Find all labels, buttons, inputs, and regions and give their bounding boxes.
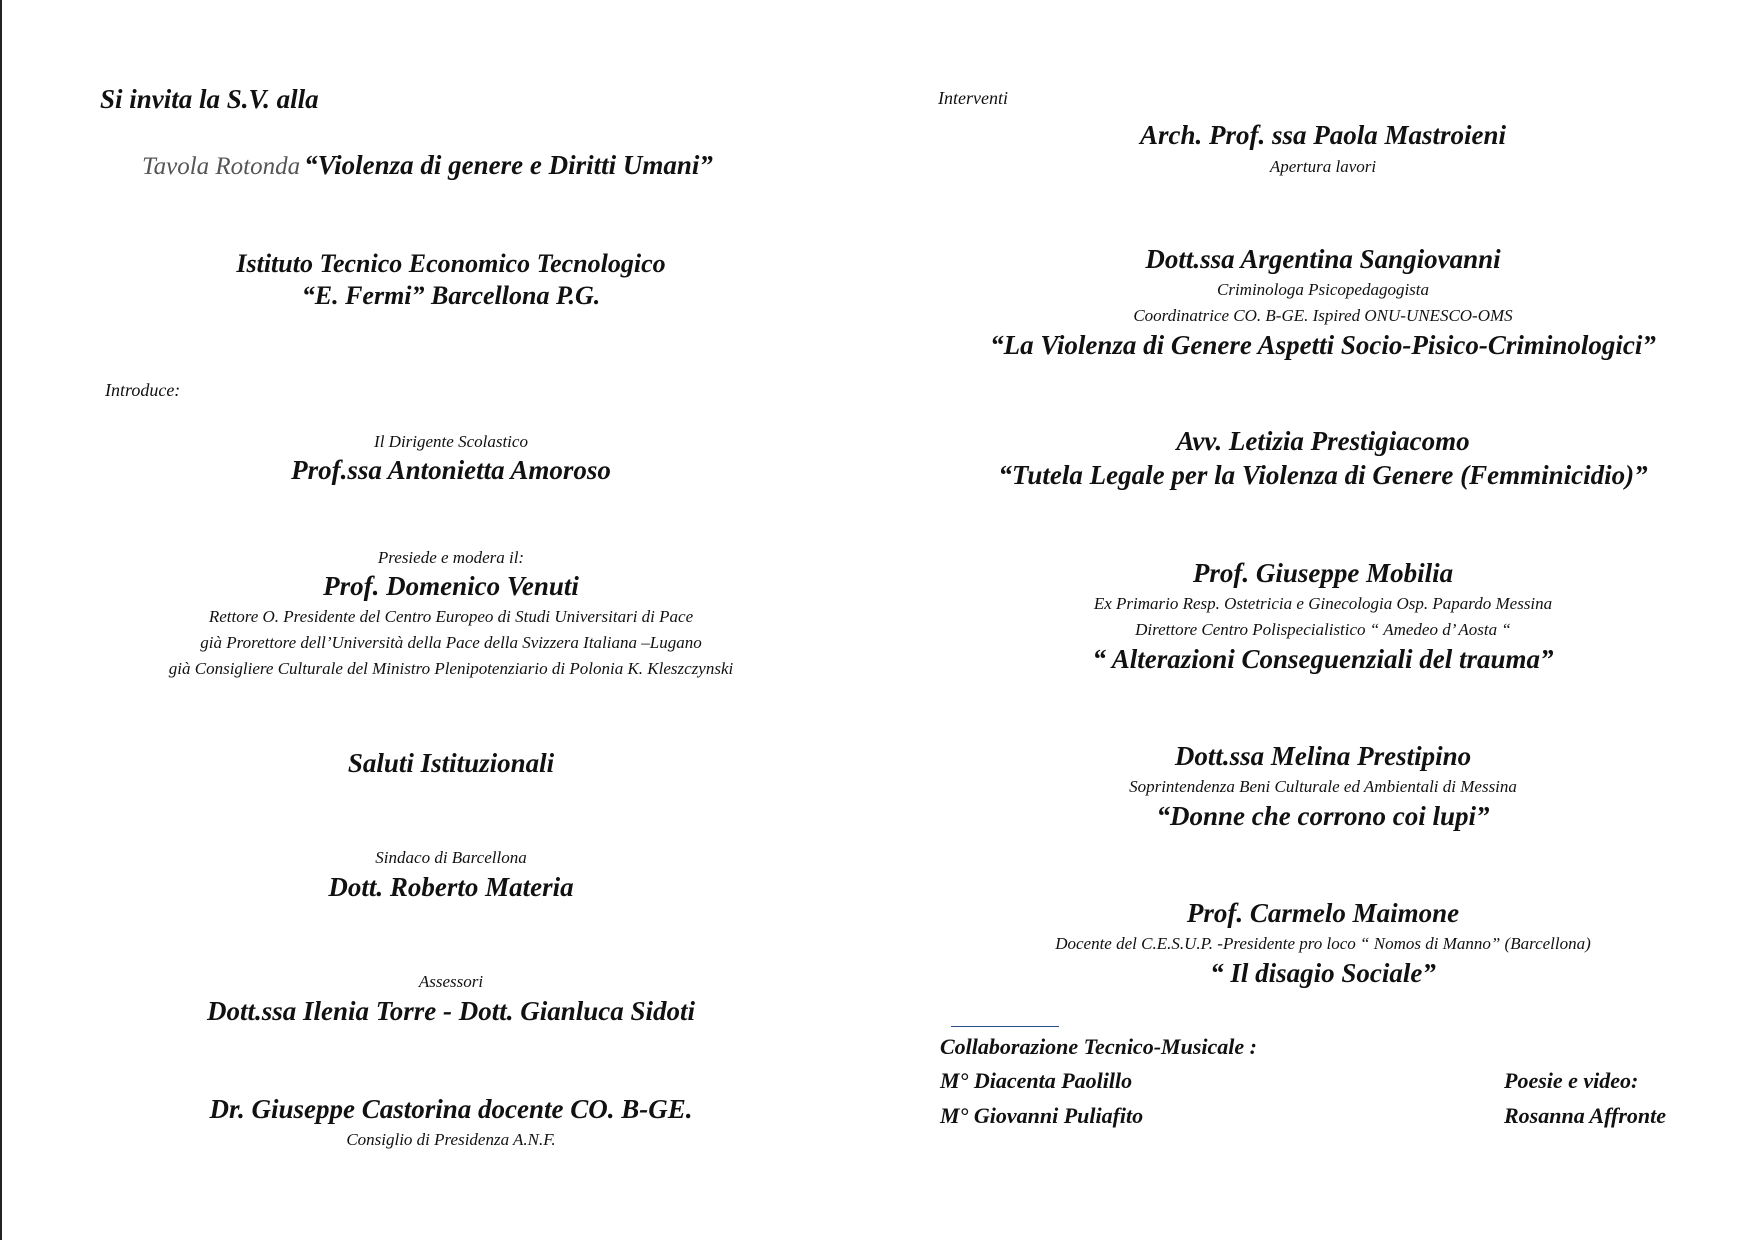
dirigente-name: Prof.ssa Antonietta Amoroso: [291, 455, 611, 485]
mobilia-name: Prof. Giuseppe Mobilia: [1192, 558, 1454, 588]
presiede-line1: Rettore O. Presidente del Centro Europeo di Studi Universitari di Pace: [208, 607, 694, 626]
collab-musician-2: M° Giovanni Puliafito: [940, 1103, 1144, 1128]
presiede-line2: già Prorettore dell’Università della Pace della Svizzera Italiana –Lugano: [200, 633, 702, 652]
mastroieni-name: Arch. Prof. ssa Paola Mastroieni: [1139, 120, 1507, 150]
prestipino-role: Soprintendenza Beni Culturale ed Ambientali di Messina: [1129, 777, 1517, 796]
maimone-title: “ Il disagio Sociale”: [1210, 958, 1436, 988]
mobilia-title: “ Alterazioni Conseguenziali del trauma”: [1092, 644, 1554, 674]
saluti-heading: Saluti Istituzionali: [347, 748, 555, 778]
presiede-name: Prof. Domenico Venuti: [323, 571, 579, 601]
mobilia-role2: Direttore Centro Polispecialistico “ Amedeo d’ Aosta “: [1135, 620, 1511, 639]
prestipino-title: “Donne che corrono coi lupi”: [1156, 801, 1490, 831]
presiede-line3: già Consigliere Culturale del Ministro Plenipotenziario di Polonia K. Kleszczynski: [168, 659, 734, 678]
castorina-name: Dr. Giuseppe Castorina docente CO. B-GE.: [209, 1094, 693, 1124]
sangiovanni-name: Dott.ssa Argentina Sangiovanni: [1145, 244, 1501, 274]
assessori-names: Dott.ssa Ilenia Torre - Dott. Gianluca Sidoti: [206, 996, 696, 1026]
round-table-prefix: Tavola Rotonda: [142, 153, 301, 180]
sangiovanni-title: “La Violenza di Genere Aspetti Socio-Pisico-Criminologici”: [990, 330, 1656, 360]
sangiovanni-role2: Coordinatrice CO. B-GE. Ispired ONU-UNESCO-OMS: [1133, 306, 1513, 325]
collab-musician-1: M° Diacenta Paolillo: [940, 1068, 1133, 1093]
mastroieni-role: Apertura lavori: [1269, 157, 1377, 176]
interventi-label: Interventi: [938, 88, 1008, 108]
sangiovanni-role1: Criminologa Psicopedagogista: [1216, 280, 1430, 299]
round-table-title: “Violenza di genere e Diritti Umani”: [304, 150, 713, 180]
institute-line2: “E. Fermi” Barcellona P.G.: [301, 281, 601, 310]
prestigiacomo-name: Avv. Letizia Prestigiacomo: [1176, 426, 1470, 456]
invite-line: Si invita la S.V. alla: [100, 84, 319, 114]
maimone-role: Docente del C.E.S.U.P. -Presidente pro loco “ Nomos di Manno” (Barcellona): [1055, 934, 1591, 953]
presiede-label: Presiede e modera il:: [377, 548, 525, 567]
mobilia-role1: Ex Primario Resp. Ostetricia e Ginecologia Osp. Papardo Messina: [1093, 594, 1553, 613]
assessori-role: Assessori: [418, 972, 484, 991]
collab-label: Collaborazione Tecnico-Musicale :: [940, 1034, 1257, 1059]
dirigente-role: Il Dirigente Scolastico: [374, 432, 528, 451]
introduce-label: Introduce:: [105, 380, 181, 400]
sindaco-role: Sindaco di Barcellona: [375, 848, 527, 867]
prestigiacomo-title: “Tutela Legale per la Violenza di Genere (Femminicidio)”: [998, 460, 1648, 490]
institute-line1: Istituto Tecnico Economico Tecnologico: [236, 249, 666, 278]
sindaco-name: Dott. Roberto Materia: [328, 872, 574, 902]
maimone-name: Prof. Carmelo Maimone: [1186, 898, 1460, 928]
poesie-name: Rosanna Affronte: [1504, 1103, 1666, 1128]
castorina-role: Consiglio di Presidenza A.N.F.: [346, 1130, 556, 1149]
round-table-heading: [142, 150, 713, 181]
divider-line: [951, 1026, 1059, 1027]
prestipino-name: Dott.ssa Melina Prestipino: [1174, 741, 1472, 771]
poesie-label: Poesie e video:: [1504, 1068, 1639, 1093]
